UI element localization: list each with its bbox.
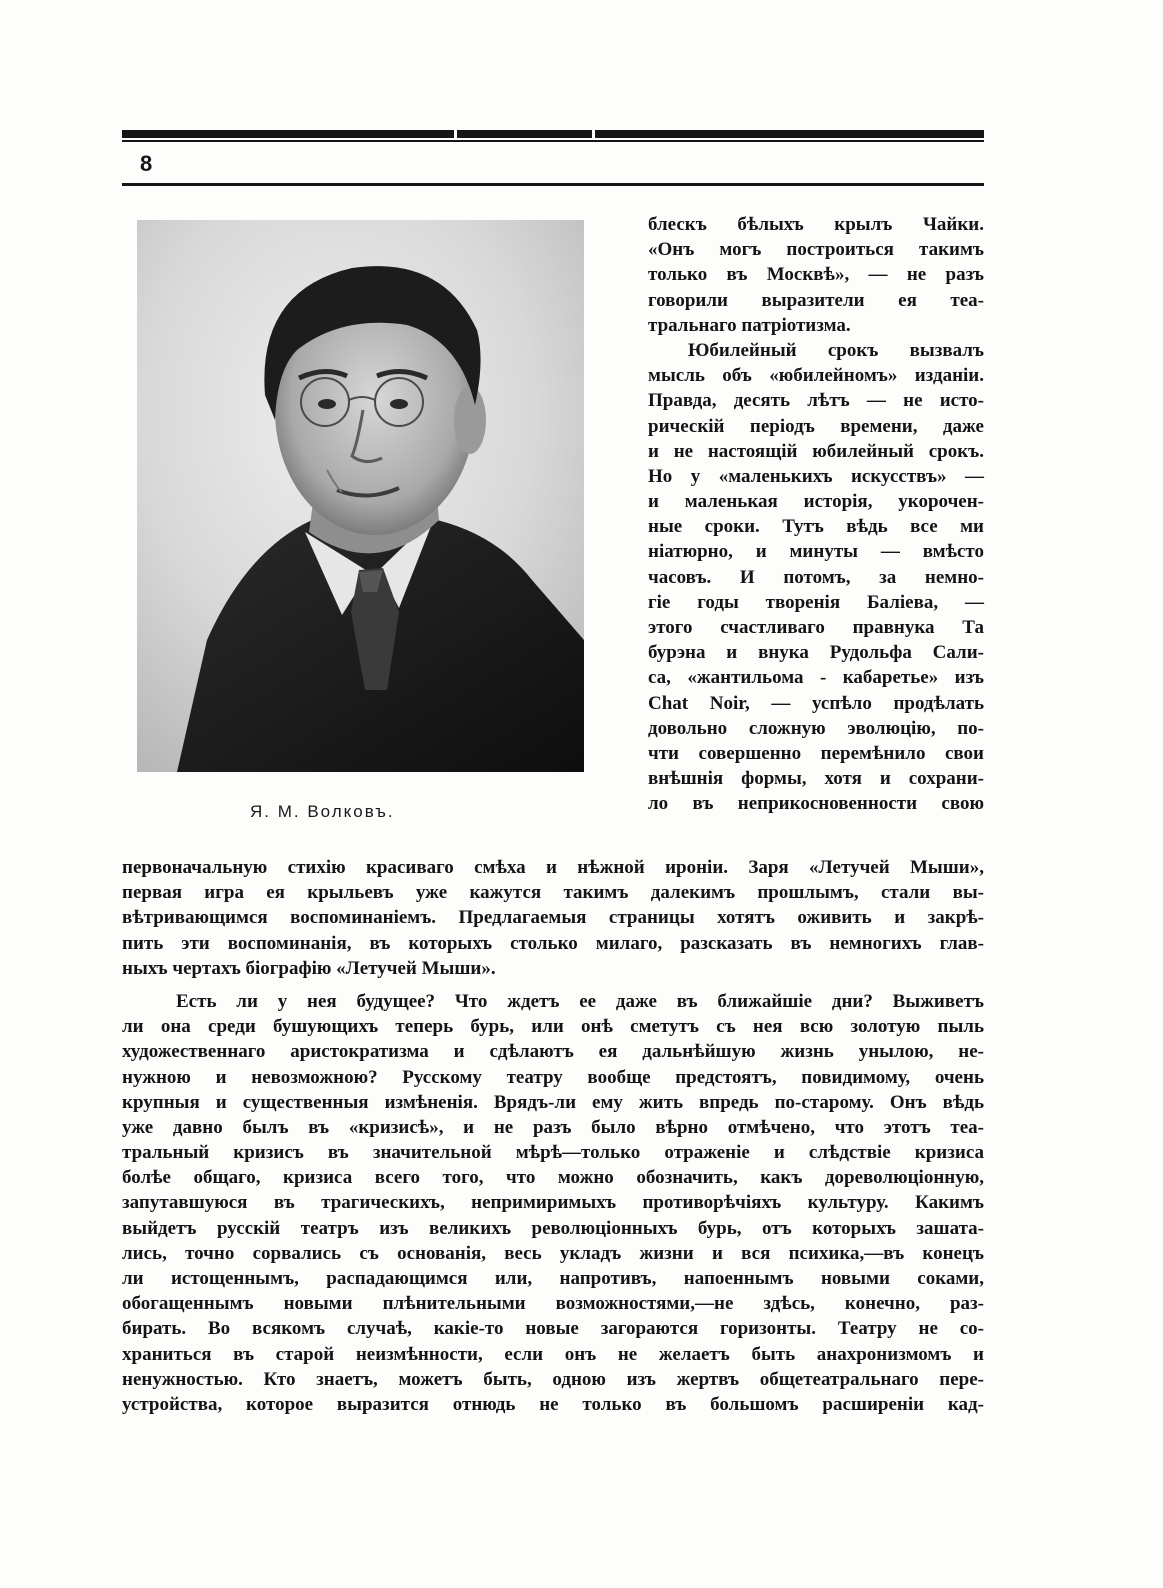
text-line: Chat Noir, — успѣло продѣлать [648,692,984,714]
text-line: довольно сложную эволюцію, по- [648,717,984,739]
text-line: ныхъ чертахъ біографію «Летучей Мыши». [122,957,496,979]
text-line: ные сроки. Тутъ вѣдь все ми [648,516,984,538]
text-line: тральнаго патріотизма. [648,314,851,336]
text-line: са, «жантильома - кабаретье» изъ [648,667,984,689]
text-line: Правда, десять лѣтъ — не исто- [648,390,984,412]
text-line: Юбилейный срокъ вызвалъ [688,339,984,361]
page-number: 8 [140,151,153,176]
text-line: ли она среди бушующихъ теперь бурь, или онѣ сметутъ съ нея всю золотую пыль [122,1016,984,1038]
text-line: храниться въ старой неизмѣнности, если онъ не желаетъ быть анахронизмомъ и [122,1343,984,1365]
text-line: и не настоящій юбилейный срокъ. [648,440,984,462]
text-line: «Онъ могъ построиться такимъ [648,239,984,261]
text-line: ненужностью. Кто знаетъ, можетъ быть, одною изъ жертвъ общетеатральнаго пере- [122,1368,984,1390]
text-line: лись, точно сорвались съ основанія, весь укладъ жизни и вся психика,—въ конецъ [122,1242,984,1264]
header-bottom-rule [122,183,984,186]
text-line: этого счастливаго правнука Та [648,617,984,638]
text-line: ніатюрно, и минуты — вмѣсто [648,541,984,563]
text-line: ли истощеннымъ, распадающимся или, напротивъ, напоеннымъ новыми соками, [122,1268,984,1289]
text-line: тральный кризисъ въ значительной мѣрѣ—только отраженіе и слѣдствіе кризиса [122,1142,984,1164]
header-thick-rule [122,130,984,138]
text-line: обогащеннымъ новыми плѣнительными возможностями,—не здѣсь, конечно, раз- [122,1293,984,1315]
text-line: пить эти воспоминанія, въ которыхъ столько милаго, разсказать въ немногихъ глав- [122,932,984,954]
text-line: рическій періодъ времени, даже [648,415,984,437]
text-line: художественнаго аристократизма и сдѣлаютъ ея дальнѣйшую жизнь унылою, не- [122,1041,984,1063]
text-line: первая игра ея крыльевъ уже кажутся такимъ далекимъ прошлымъ, стали вы- [122,882,984,904]
text-line: гіе годы творенія Баліева, — [648,591,984,613]
text-line: и маленькая исторія, укорочен- [648,491,984,513]
text-line: запутавшуюся въ трагическихъ, непримиримыхъ противорѣчіяхъ культуру. Какимъ [122,1192,984,1214]
header-thin-rule [122,140,984,142]
body-text [122,855,984,1417]
text-line: уже давно былъ въ «кризисѣ», и не разъ было вѣрно отмѣчено, что этотъ теа- [122,1116,984,1138]
text-line: нужною и невозможною? Русскому театру вообще предстоятъ, повидимому, очень [122,1066,984,1088]
text-line: выйдетъ русскій театръ изъ великихъ революціонныхъ бурь, отъ которыхъ зашата- [122,1217,984,1239]
right-column-text [648,212,984,817]
text-line: вѣтривающимся воспоминаніемъ. Предлагаемыя страницы хотятъ оживить и закрѣ- [122,907,984,929]
portrait-caption: Я. М. Волковъ. [250,802,395,821]
text-line: первоначальную стихію красиваго смѣха и нѣжной ироніи. Заря «Летучей Мыши», [122,857,984,878]
text-line: внѣшнія формы, хотя и сохрани- [648,768,984,790]
paragraph-gap [122,981,984,989]
text-line: Есть ли у нея будущее? Что ждетъ ее даже въ ближайшіе дни? Выживетъ [176,990,984,1012]
text-line: устройства, которое выразится отнюдь не только въ большомъ расширеніи кад- [122,1393,984,1415]
text-line: блескъ бѣлыхъ крылъ Чайки. [648,214,984,235]
text-line: только въ Москвѣ», — не разъ [648,264,984,286]
text-line: Но у «маленькихъ искусствъ» — [648,465,984,487]
text-line: говорили выразители ея теа- [648,289,984,311]
text-line: бирать. Во всякомъ случаѣ, какіе-то новые загораются горизонты. Театру не со- [122,1318,984,1340]
text-line: бурэна и внука Рудольфа Сали- [648,642,984,664]
text-line: болѣе общаго, кризиса всего того, что можно обозначить, какъ дореволюціонную, [122,1167,984,1189]
portrait-photo [137,220,584,772]
text-line: часовъ. И потомъ, за немно- [648,566,984,588]
text-line: мысль объ «юбилейномъ» изданіи. [648,365,984,387]
text-line: чти совершенно перемѣнило свои [648,742,984,764]
text-line: ло въ неприкосновенности свою [648,793,984,815]
text-line: крупныя и существенныя измѣненія. Врядъ-ли ему жить впредь по-старому. Онъ вѣдь [122,1091,984,1113]
